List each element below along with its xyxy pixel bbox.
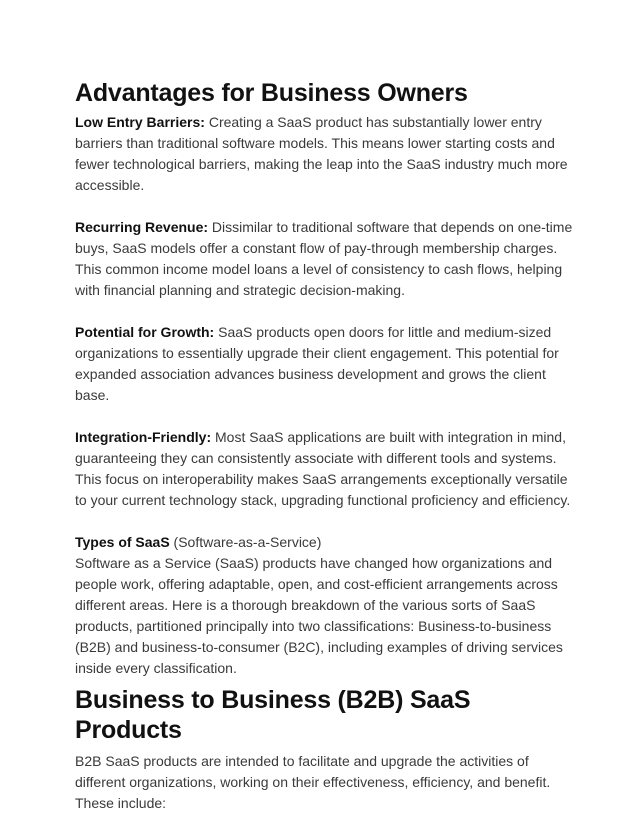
paragraph-potential-for-growth: [75, 322, 575, 406]
types-of-saas-label-line: [75, 532, 575, 553]
term-low-entry-barriers: Low Entry Barriers:: [75, 114, 205, 130]
section-heading-advantages: Advantages for Business Owners: [75, 79, 468, 107]
paragraph-text: Dissimilar to traditional software that depends on one-time buys, SaaS models offer a constant flow of pay-through membership charges. This common income model loans a level of consistency to cash flows, helping with financial planning and strategic decision-making.: [75, 219, 573, 298]
term-integration-friendly: Integration-Friendly:: [75, 429, 212, 445]
types-of-saas-suffix: (Software-as-a-Service): [169, 534, 322, 550]
paragraph-text: Most SaaS applications are built with integration in mind, guaranteeing they can consistently associate with different tools and systems. This focus on interoperability makes SaaS arrangements exceptionally versatile to your current technology stack, upgrading functional proficiency and efficiency.: [75, 429, 571, 508]
paragraph-b2b-intro: B2B SaaS products are intended to facilitate and upgrade the activities of different organizations, working on their effectiveness, efficiency, and benefit. These include:: [75, 753, 551, 811]
term-recurring-revenue: Recurring Revenue:: [75, 219, 209, 235]
paragraph-low-entry-barriers: [75, 112, 575, 196]
paragraph-integration-friendly: [75, 427, 575, 511]
document-page: [75, 78, 575, 814]
term-potential-for-growth: Potential for Growth:: [75, 324, 215, 340]
paragraph-text: SaaS products open doors for little and medium-sized organizations to essentially upgrade their client engagement. This potential for expanded association advances business development and grows the client base.: [75, 324, 559, 403]
section-heading-b2b: Business to Business (B2B) SaaS Products: [75, 686, 471, 744]
paragraph-recurring-revenue: [75, 217, 575, 301]
term-types-of-saas: Types of SaaS: [75, 534, 170, 550]
paragraph-text: Creating a SaaS product has substantially lower entry barriers than traditional software models. This means lower starting costs and fewer technological barriers, making the leap into the SaaS industry much more accessible.: [75, 114, 568, 193]
paragraph-types-of-saas: Software as a Service (SaaS) products have changed how organizations and people work, offering adaptable, open, and cost-efficient arrangements across different areas. Here is a thorough breakdown of the various sorts of SaaS products, partitioned principally into two classifications: Business-to-business (B2B) and business-to-consumer (B2C), including examples of driving services inside every classification.: [75, 555, 563, 676]
